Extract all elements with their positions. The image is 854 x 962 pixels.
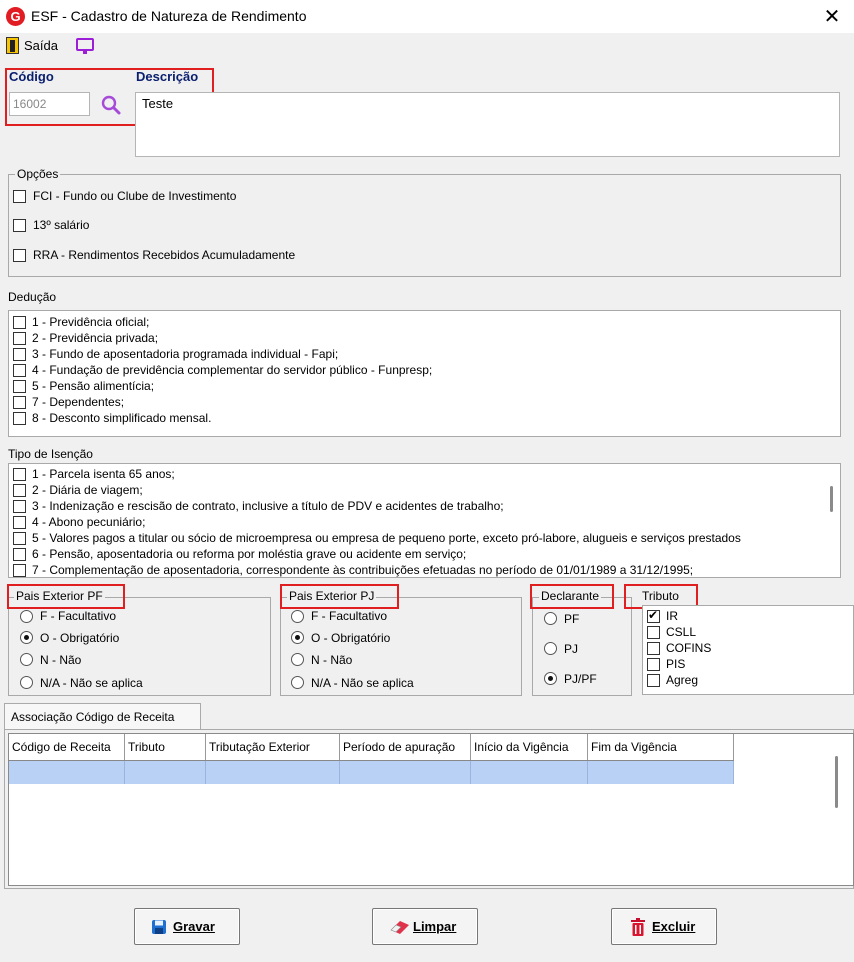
isencao-checkbox[interactable] [13,500,26,513]
limpar-label: Limpar [413,919,457,934]
opcoes-legend: Opções [17,167,59,181]
13-salario-checkbox[interactable] [13,219,26,232]
deducao-checkbox[interactable] [13,364,26,377]
declarante-label-pf: PF [564,612,580,626]
tributo-list[interactable]: ✔ IR CSLL COFINS PIS Agreg [642,605,854,695]
deducao-checkbox[interactable] [13,412,26,425]
isencao-checkbox[interactable] [13,484,26,497]
declarante-label-pjpf: PJ/PF [564,672,597,686]
table-cell[interactable] [9,761,125,784]
col-header-fim-vigencia[interactable]: Fim da Vigência [588,734,734,760]
pais-pf-radio-f[interactable] [20,610,33,623]
isencao-checkbox[interactable] [13,532,26,545]
tributo-agreg-checkbox[interactable] [647,674,660,687]
app-logo-icon: G [6,7,25,26]
tributo-cofins-checkbox[interactable] [647,642,660,655]
exit-button[interactable]: Saída [24,38,58,53]
declarante-legend: Declarante [541,589,600,603]
declarante-label-pj: PJ [564,642,579,656]
close-icon[interactable]: ✕ [823,4,841,28]
tab-associacao[interactable] [4,703,201,730]
col-header-inicio-vigencia[interactable]: Início da Vigência [471,734,588,760]
pais-pj-legend: Pais Exterior PJ [289,589,375,603]
descricao-label: Descrição [136,69,199,84]
pais-pf-legend: Pais Exterior PF [16,589,103,603]
excluir-button[interactable] [611,908,717,945]
col-header-periodo-apuracao[interactable]: Período de apuração [340,734,471,760]
pais-pj-label-f: F - Facultativo [311,609,388,623]
gravar-button[interactable] [134,908,240,945]
pais-pj-radio-o[interactable] [291,631,304,644]
table-cell[interactable] [471,761,588,784]
save-icon [151,919,167,935]
col-header-codigo-receita[interactable]: Código de Receita [9,734,125,760]
col-header-tributacao-exterior[interactable]: Tributação Exterior [206,734,340,760]
table-cell[interactable] [125,761,206,784]
isencao-checkbox[interactable] [13,548,26,561]
pais-pj-label-n: N - Não [311,653,353,667]
tab-associacao-label: Associação Código de Receita [11,710,175,724]
gravar-label: Gravar [173,919,215,934]
tributo-legend: Tributo [642,589,679,603]
fci-checkbox[interactable] [13,190,26,203]
pais-pf-label-n: N - Não [40,653,82,667]
fci-label: FCI - Fundo ou Clube de Investimento [33,189,237,203]
table-cell[interactable] [588,761,734,784]
window-title: ESF - Cadastro de Natureza de Rendimento [31,8,307,24]
deducao-checkbox[interactable] [13,396,26,409]
rra-checkbox[interactable] [13,249,26,262]
pais-pf-radio-na[interactable] [20,676,33,689]
deducao-list[interactable]: 1 - Previdência oficial; 2 - Previdência privada; 3 - Fundo de aposentadoria programada individual - Fapi; 4 - Fundação de previdência complementar do servidor público - Funpresp; 5 - Pensão alimentícia; 7 - Dependentes; 8 - Desconto simplificado mensal. [8,310,841,437]
isencao-list-viewport: 1 - Parcela isenta 65 anos; 2 - Diária de viagem; 3 - Indenização e rescisão de contrato, inclusive a título de PDV e acidentes de trabalho; 4 - Abono pecuniário; 5 - Valores pagos a titular ou sócio de microempresa ou empresa de pequeno porte, exceto pró-labore, alugueis e serviços prestados 6 - Pensão, aposentadoria ou reforma por moléstia grave ou acidente em serviço; 7 - Complementação de aposentadoria, correspondente às contribuições efetuadas no período de 01/01/1989 a 31/12/1995; [9,464,821,578]
pais-pj-radio-n[interactable] [291,653,304,666]
deducao-checkbox[interactable] [13,316,26,329]
search-icon[interactable] [100,94,122,116]
isencao-label: Tipo de Isenção [8,447,93,461]
deducao-checkbox[interactable] [13,380,26,393]
declarante-radio-pjpf[interactable] [544,672,557,685]
isencao-scrollbar[interactable] [830,486,833,512]
deducao-checkbox[interactable] [13,332,26,345]
isencao-checkbox[interactable] [13,468,26,481]
col-header-tributo[interactable]: Tributo [125,734,206,760]
excluir-label: Excluir [652,919,696,934]
pais-pf-label-na: N/A - Não se aplica [40,676,143,690]
descricao-input[interactable]: Teste [135,92,840,157]
pais-pj-radio-na[interactable] [291,676,304,689]
pais-pf-radio-n[interactable] [20,653,33,666]
eraser-icon [389,919,411,935]
deducao-checkbox[interactable] [13,348,26,361]
pais-pf-radio-o[interactable] [20,631,33,644]
table-cell[interactable] [206,761,340,784]
pais-pf-label-f: F - Facultativo [40,609,117,623]
exit-door-icon[interactable] [6,37,19,54]
tributo-pis-checkbox[interactable] [647,658,660,671]
13-salario-label: 13º salário [33,218,90,232]
declarante-radio-pj[interactable] [544,642,557,655]
table-cell[interactable] [340,761,471,784]
tributo-csll-checkbox[interactable] [647,626,660,639]
isencao-list[interactable] [8,463,841,578]
assoc-grid[interactable] [8,733,854,886]
limpar-button[interactable] [372,908,478,945]
assoc-scrollbar[interactable] [835,756,838,808]
codigo-input[interactable]: 16002 [9,92,90,116]
rra-label: RRA - Rendimentos Recebidos Acumuladamente [33,248,296,262]
pais-pj-radio-f[interactable] [291,610,304,623]
deducao-label: Dedução [8,290,57,304]
monitor-icon[interactable] [76,38,94,51]
pais-pj-label-na: N/A - Não se aplica [311,676,414,690]
isencao-checkbox[interactable] [13,564,26,577]
codigo-label: Código [9,69,54,84]
pais-pj-label-o: O - Obrigatório [311,631,391,645]
pais-pf-label-o: O - Obrigatório [40,631,120,645]
tributo-ir-checkbox[interactable] [647,610,660,623]
declarante-radio-pf[interactable] [544,612,557,625]
isencao-checkbox[interactable] [13,516,26,529]
trash-icon [630,918,646,936]
